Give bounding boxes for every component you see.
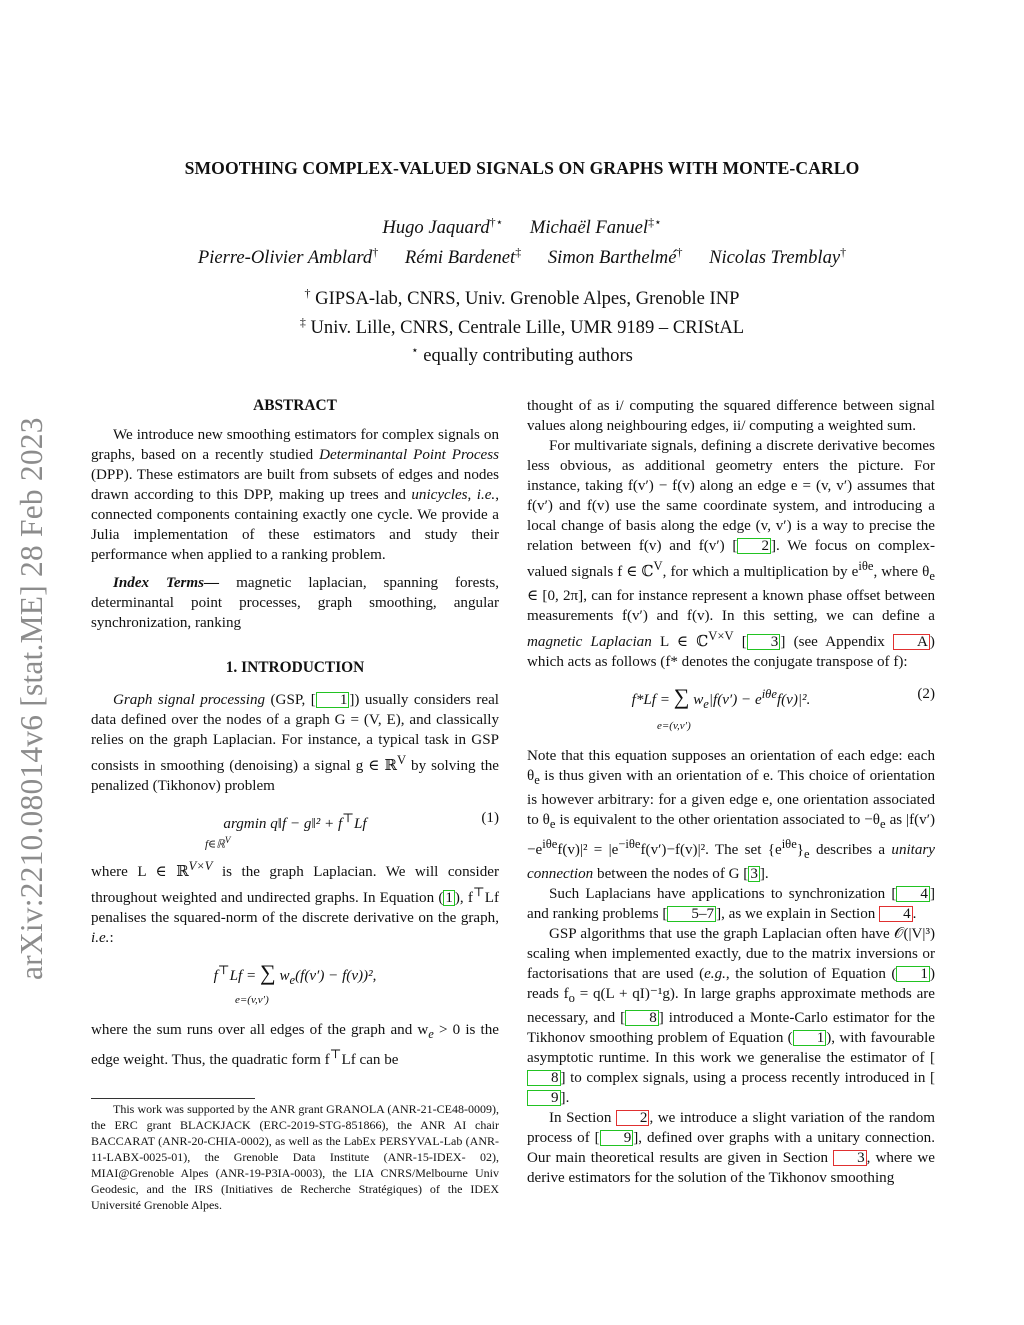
author-list bbox=[60, 210, 984, 270]
equation-link[interactable]: 1 bbox=[896, 966, 930, 982]
author-name: Rémi Bardenet bbox=[404, 247, 516, 269]
equation-link[interactable]: 1 bbox=[445, 890, 453, 907]
author-line-2 bbox=[60, 240, 984, 270]
equation-subscript: f∈ℝ$^V$ bbox=[205, 835, 231, 851]
affiliation bbox=[60, 282, 984, 311]
affiliation-text: equally contributing authors bbox=[423, 345, 633, 367]
section-link[interactable]: 2 bbox=[616, 1110, 650, 1126]
paper-title: SMOOTHING COMPLEX-VALUED SIGNALS ON GRAPHS WITH MONTE-CARLO bbox=[184, 158, 860, 178]
left-column bbox=[91, 396, 499, 1070]
author-name: Michaël Fanuel bbox=[529, 217, 649, 239]
author-name: Pierre-Olivier Amblard bbox=[197, 247, 373, 269]
citation-link[interactable]: 9 bbox=[527, 1090, 561, 1106]
funding-footnote: This work was supported by the ANR grant GRANOLA (ANR-21-CE48-0009), the ERC grant BLACKJACK (ERC-2019-STG-851866), the ANR AI chair BACCARAT (ANR-20-CHIA-0002), as well as the LabEx PERSYVAL-Lab (ANR-11-LABX-0025-01), the Grenoble Data Institute (ANR-15-IDEX- 02), MIAI@Grenoble Alpes (ANR-19-P3IA-0003), the LIA CNRS/Melbourne Univ Geodesic, and the IRS (Initiatives de Recherche Stratégiques) of the IDEX Université Grenoble Alpes. bbox=[91, 1102, 499, 1212]
footnote-rule bbox=[91, 1098, 255, 1099]
citation-link[interactable]: 4 bbox=[896, 886, 930, 902]
intro-paragraph: Graph signal processing (GSP, [ 1 ]) usually considers real data defined over the nodes of a graph G = (V, E), and classically relies on the graph Laplacian. For instance, a typical task in GSP consists in smoothing (denoising) a signal g ∈ ℝ$^V$ by solving the penalized (Tikhonov) problem bbox=[91, 692, 500, 795]
citation-link[interactable]: 1 bbox=[316, 692, 350, 708]
equation-2: f*Lf = ∑ $w_e|f(v') - e^{i\theta e}f(v)|^2$. e=(v,v′) (2) bbox=[527, 680, 935, 738]
equation-link[interactable]: 1 bbox=[793, 1030, 827, 1046]
affiliations bbox=[60, 282, 984, 368]
arxiv-sidebar-id[interactable]: arXiv:2210.08014v6 [stat.ME] 28 Feb 2023 bbox=[14, 417, 49, 980]
body-paragraph: For multivariate signals, defining a discrete derivative becomes less obvious, as additional geometry enters the picture. For instance, taking f(v′) − f(v) along an edge e = (v, v′) assumes that f(v′) and f(v) use the same coordinate system, and introducing a local change of basis along the edge (v, v′) is a way to precise the relation between f(v) and f(v′) [ 2 ]. We focus on complex-valued signals f ∈ ℂ$^V$, for which a multiplication by $e^{i\theta e}$, where $\theta_e$ ∈ [0, 2π], can for instance represent a known phase offset between measurements f(v′) and f(v). In this setting, we can define a magnetic Laplacian L ∈ ℂ$^{V\times V}$ [ 3 ] (see Appendix A ) which acts as follows (f* denotes the conjugate transpose of f): bbox=[527, 438, 935, 671]
citation-link[interactable]: 9 bbox=[600, 1130, 634, 1146]
section-link[interactable]: 3 bbox=[833, 1150, 867, 1166]
body-paragraph: thought of as i/ computing the squared difference between signal values along neighbouring edges, ii/ computing a weighted sum. bbox=[527, 398, 935, 434]
citation-link[interactable]: 5–7 bbox=[667, 906, 716, 922]
affiliation-text: GIPSA-lab, CNRS, Univ. Grenoble Alpes, Grenoble INP bbox=[315, 288, 740, 310]
author-mark: ‡⋆ bbox=[648, 215, 662, 229]
affiliation bbox=[60, 339, 984, 368]
affiliation bbox=[60, 311, 984, 340]
body-paragraph: In Section 2 , we introduce a slight variation of the random process of [ 9 ], defined over graphs with a unitary connection. Our main theoretical results are given in Section 3 , where we derive estimators for the solution of the Tikhonov smoothing bbox=[527, 1110, 936, 1187]
author-mark: †⋆ bbox=[489, 215, 504, 229]
equation-subscript: e=(v,v′) bbox=[235, 994, 269, 1007]
index-terms: Index Terms— magnetic laplacian, spanning forests, determinantal point processes, graph smoothing, angular synchronization, ranking bbox=[91, 575, 499, 631]
equation-subscript: e=(v,v′) bbox=[657, 720, 691, 733]
abstract-heading: ABSTRACT bbox=[253, 397, 337, 414]
section-link[interactable]: 4 bbox=[879, 906, 913, 922]
citation-link[interactable]: 3 bbox=[750, 866, 758, 883]
right-column bbox=[527, 396, 935, 1188]
body-paragraph: Note that this equation supposes an orientation of each edge: each $\theta_e$ is thus given with an orientation of e. This choice of orientation is however arbitrary: for a given edge e, one orientation associated to $\theta_e$ is equivalent to the other orientation associated to $-\theta_e$ as $|f(v')-e^{i\theta e}f(v)|^2 = |e^{-i\theta e}f(v')-f(v)|^2$. The set $\{e^{i\theta e}\}_e$ describes a unitary connection between the nodes of G [ 3 ]. bbox=[527, 748, 936, 883]
affiliation-mark: ‡ bbox=[299, 314, 306, 329]
introduction-heading: 1. INTRODUCTION bbox=[225, 659, 365, 676]
body-paragraph: Such Laplacians have applications to synchronization [ 4 ] and ranking problems [ 5–7 ], as we explain in Section 4 . bbox=[527, 886, 935, 923]
equation-1: argmin q‖f − g‖² + f⊤Lf f∈ℝ$^V$ (1) bbox=[91, 804, 499, 848]
body-paragraph: GSP algorithms that use the graph Laplacian often have 𝒪(|V|³) scaling when implemented exactly, due to the matrix inversions or factorisations that are used (e.g., the solution of Equation ( 1 ) reads $f_o = q(L + qI)^{-1}g$). In large graphs approximate methods are necessary, and [ 8 ] introduced a Monte-Carlo estimator for the Tikhonov smoothing problem of Equation ( 1 ), with favourable asymptotic runtime. In this work we generalise the estimator of [8 ] to complex signals, using a process recently introduced in [9 ]. bbox=[527, 926, 935, 1107]
author-mark: † bbox=[676, 245, 683, 260]
appendix-link[interactable]: A bbox=[893, 634, 930, 650]
author-line-1 bbox=[60, 210, 984, 240]
index-terms-label: Index Terms— bbox=[113, 575, 220, 591]
affiliation-mark: † bbox=[304, 286, 311, 300]
citation-link[interactable]: 8 bbox=[527, 1070, 561, 1086]
intro-paragraph: where L ∈ ℝ$^{V\times V}$ is the graph Laplacian. We will consider throughout weighted and undirected graphs. In Equation ( 1 ), f⊤Lf penalises the squared-norm of the discrete derivative on the graph, i.e.: bbox=[91, 859, 499, 947]
affiliation-mark: ⋆ bbox=[411, 343, 419, 358]
author-mark: † bbox=[372, 245, 379, 260]
author-mark: † bbox=[840, 245, 847, 260]
author-name: Simon Barthelmé bbox=[547, 247, 677, 269]
author-name: Nicolas Tremblay bbox=[709, 247, 841, 269]
equation-number: (2) bbox=[917, 686, 935, 703]
intro-paragraph: where the sum runs over all edges of the graph and $w_e > 0$ is the edge weight. Thus, the quadratic form f⊤Lf can be bbox=[91, 1022, 499, 1069]
citation-link[interactable]: 8 bbox=[625, 1010, 659, 1026]
citation-link[interactable]: 3 bbox=[747, 634, 781, 650]
citation-link[interactable]: 2 bbox=[737, 538, 771, 554]
author-name: Hugo Jaquard bbox=[382, 217, 490, 239]
equation-number: (1) bbox=[481, 810, 499, 827]
equation-sum: f⊤Lf = ∑ $w_e(f(v') - f(v))^2$, e=(v,v′) bbox=[91, 956, 499, 1012]
abstract-text: We introduce new smoothing estimators for complex signals on graphs, based on a recently studied Determinantal Point Process (DPP). These estimators are built from subsets of edges and nodes drawn according to this DPP, making up trees and unicycles, i.e., connected components containing exactly one cycle. We provide a Julia implementation of these estimators and study their performance when applied to a ranking problem. bbox=[91, 427, 499, 563]
affiliation-text: Univ. Lille, CNRS, Centrale Lille, UMR 9189 – CRIStAL bbox=[310, 316, 745, 338]
author-mark: ‡ bbox=[515, 245, 522, 260]
